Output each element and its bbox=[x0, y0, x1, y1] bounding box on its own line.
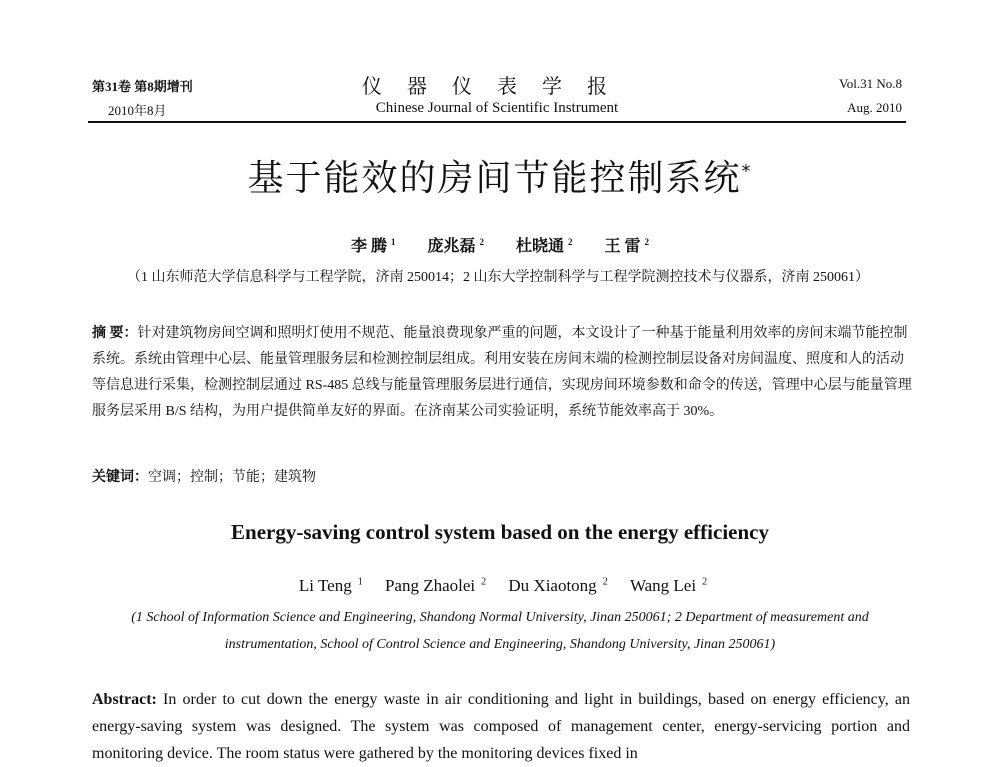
abstract-zh-text: 针对建筑物房间空调和照明灯使用不规范、能量浪费现象严重的问题，本文设计了一种基于能量利用效率的房间末端节能控制系统。系统由管理中心层、能量管理服务层和检测控制层组成。利用安装在房间末端的检测控制层设备对房间温度、照度和人的活动等信息进行采集，检测控制层通过 RS-485 总线与能量管理服务层进行通信，实现房间环境参数和命令的传送，管理中心层与能量管理服务层采用 B/S 结构，为用户提供简单友好的界面。在济南某公司实验证明，系统节能效率高于 30%。 bbox=[92, 326, 912, 419]
abstract-zh-label: 摘 要： bbox=[92, 326, 138, 341]
abstract-zh bbox=[92, 321, 914, 425]
author-zh: 王 雷 $^2$ bbox=[604, 236, 650, 255]
authors-zh bbox=[0, 233, 1000, 256]
author-zh: 庞兆磊 $^2$ bbox=[427, 236, 484, 255]
paper-title-zh-text: 基于能效的房间节能控制系统 bbox=[247, 158, 742, 199]
author-en: Pang Zhaolei $^2$ bbox=[384, 576, 487, 595]
keywords-zh-label: 关键词： bbox=[92, 470, 148, 485]
keywords-zh-text: 空调；控制；节能；建筑物 bbox=[148, 470, 316, 485]
header-rule bbox=[88, 121, 906, 123]
author-zh: 杜晓通 $^2$ bbox=[516, 236, 573, 255]
abstract-en-label: Abstract: bbox=[92, 691, 157, 708]
abstract-en bbox=[92, 686, 910, 767]
author-en: Li Teng $^1$ bbox=[298, 576, 363, 595]
affiliation-en: (1 School of Information Science and Engineering, Shandong Normal University, Jinan 250061; 2 Department of measurement and instrumentation, School of Control Science and Engineering, Shandong University, Jinan 250061) bbox=[131, 610, 869, 652]
paper-title-zh bbox=[0, 150, 1000, 201]
journal-name-en: Chinese Journal of Scientific Instrument bbox=[375, 100, 619, 116]
author-en: Du Xiaotong $^2$ bbox=[508, 576, 608, 595]
volume-issue: 第31卷 第8期增刊 bbox=[92, 79, 193, 94]
affiliation-zh: （1 山东师范大学信息科学与工程学院，济南 250014；2 山东大学控制科学与工程学院测控技术与仪器系，济南 250061） bbox=[127, 270, 869, 285]
abstract-en-text: In order to cut down the energy waste in air conditioning and light in buildings, based on energy efficiency, an energy-saving system was designed. The system was composed of management center, energy-servicing portion and monitoring device. The room status were gathered by the monitoring devices fixed in bbox=[92, 691, 911, 762]
journal-header bbox=[88, 70, 906, 122]
title-footnote-mark: * bbox=[741, 161, 753, 182]
author-en: Wang Lei $^2$ bbox=[629, 576, 708, 595]
publication-date-zh: 2010年8月 bbox=[108, 103, 167, 118]
publication-date-en: Aug. 2010 bbox=[847, 100, 902, 115]
journal-name-zh: 仪器仪表学报 bbox=[362, 76, 632, 98]
keywords-zh bbox=[92, 466, 914, 486]
paper-title-en: Energy-saving control system based on the energy efficiency bbox=[231, 520, 769, 544]
volume-number-en: Vol.31 No.8 bbox=[839, 76, 902, 91]
authors-en bbox=[0, 576, 1000, 596]
author-zh: 李 腾 $^1$ bbox=[350, 236, 396, 255]
